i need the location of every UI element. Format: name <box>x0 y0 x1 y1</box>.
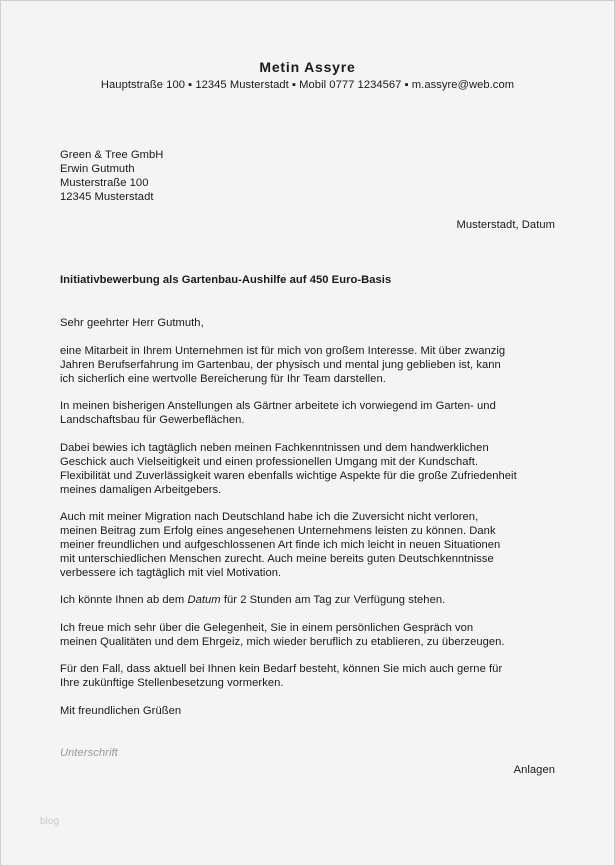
watermark: blog <box>40 816 60 827</box>
attachments: Anlagen <box>513 764 555 776</box>
paragraph-line: verbessere ich tagtäglich mit viel Motivation. <box>60 567 282 579</box>
recipient-city: 12345 Musterstadt <box>60 191 154 203</box>
paragraph-line: Für den Fall, dass aktuell bei Ihnen kein Bedarf besteht, können Sie mich auch gerne für <box>60 663 503 675</box>
paragraph-line: Flexibilität und Zuverlässigkeit waren ebenfalls wichtige Aspekte für die große Zufriedenheit <box>60 470 517 482</box>
sender-name: Metin Assyre <box>259 59 356 75</box>
salutation: Sehr geehrter Herr Gutmuth, <box>60 317 204 329</box>
availability-before: Ich könnte Ihnen ab dem <box>60 594 188 606</box>
paragraph-line: meines damaligen Arbeitgebers. <box>60 484 222 496</box>
paragraph-line: Geschick auch Vielseitigkeit und einen professionellen Umgang mit der Kundschaft. <box>60 456 479 468</box>
recipient-street: Musterstraße 100 <box>60 177 149 189</box>
paragraph-line: ich sicherlich eine wertvolle Bereicherung für Ihr Team darstellen. <box>60 373 386 385</box>
paragraph-line: Dabei bewies ich tagtäglich neben meinen Fachkenntnissen und dem handwerklichen <box>60 442 489 454</box>
place-date: Musterstadt, Datum <box>456 219 555 231</box>
subject-line: Initiativbewerbung als Gartenbau-Aushilfe auf 450 Euro-Basis <box>60 274 392 286</box>
paragraph-line: eine Mitarbeit in Ihrem Unternehmen ist für mich von großem Interesse. Mit über zwanzig <box>60 345 506 357</box>
recipient-company: Green & Tree GmbH <box>60 149 164 161</box>
paragraph-line: Auch mit meiner Migration nach Deutschland habe ich die Zuversicht nicht verloren, <box>60 511 479 523</box>
signature: Unterschrift <box>60 747 118 759</box>
paragraph-line: Landschaftsbau für Gewerbeflächen. <box>60 414 245 426</box>
recipient-person: Erwin Gutmuth <box>60 163 135 175</box>
closing: Mit freundlichen Grüßen <box>60 705 182 717</box>
availability-after: für 2 Stunden am Tag zur Verfügung stehen. <box>220 594 446 606</box>
paragraph-line: Ich freue mich sehr über die Gelegenheit, Sie in einem persönlichen Gespräch von <box>60 622 474 634</box>
paragraph-line: mit unterschiedlichen Menschen zurecht. Auch meine bereits guten Deutschkenntnisse <box>60 553 494 565</box>
paragraph-line: Ihre zukünftige Stellenbesetzung vormerken. <box>60 677 284 689</box>
paragraph-line: meiner freundlichen und aufgeschlossenen Art finde ich mich leicht in neuen Situationen <box>60 539 501 551</box>
availability-date: Datum <box>187 594 221 606</box>
availability-line <box>60 593 445 607</box>
paragraph-line: Jahren Berufserfahrung im Gartenbau, der physisch und mental jung geblieben ist, kann <box>60 359 501 371</box>
paragraph-line: meinen Qualitäten und dem Ehrgeiz, mich wieder beruflich zu etablieren, zu überzeugen. <box>60 636 505 648</box>
sender-contact: Hauptstraße 100 ▪ 12345 Musterstadt ▪ Mobil 0777 1234567 ▪ m.assyre@web.com <box>100 79 515 91</box>
paragraph-line: In meinen bisherigen Anstellungen als Gärtner arbeitete ich vorwiegend im Garten- und <box>60 400 496 412</box>
paragraph-line: meinen Beitrag zum Erfolg eines angesehenen Unternehmens leisten zu können. Dank <box>60 525 496 537</box>
